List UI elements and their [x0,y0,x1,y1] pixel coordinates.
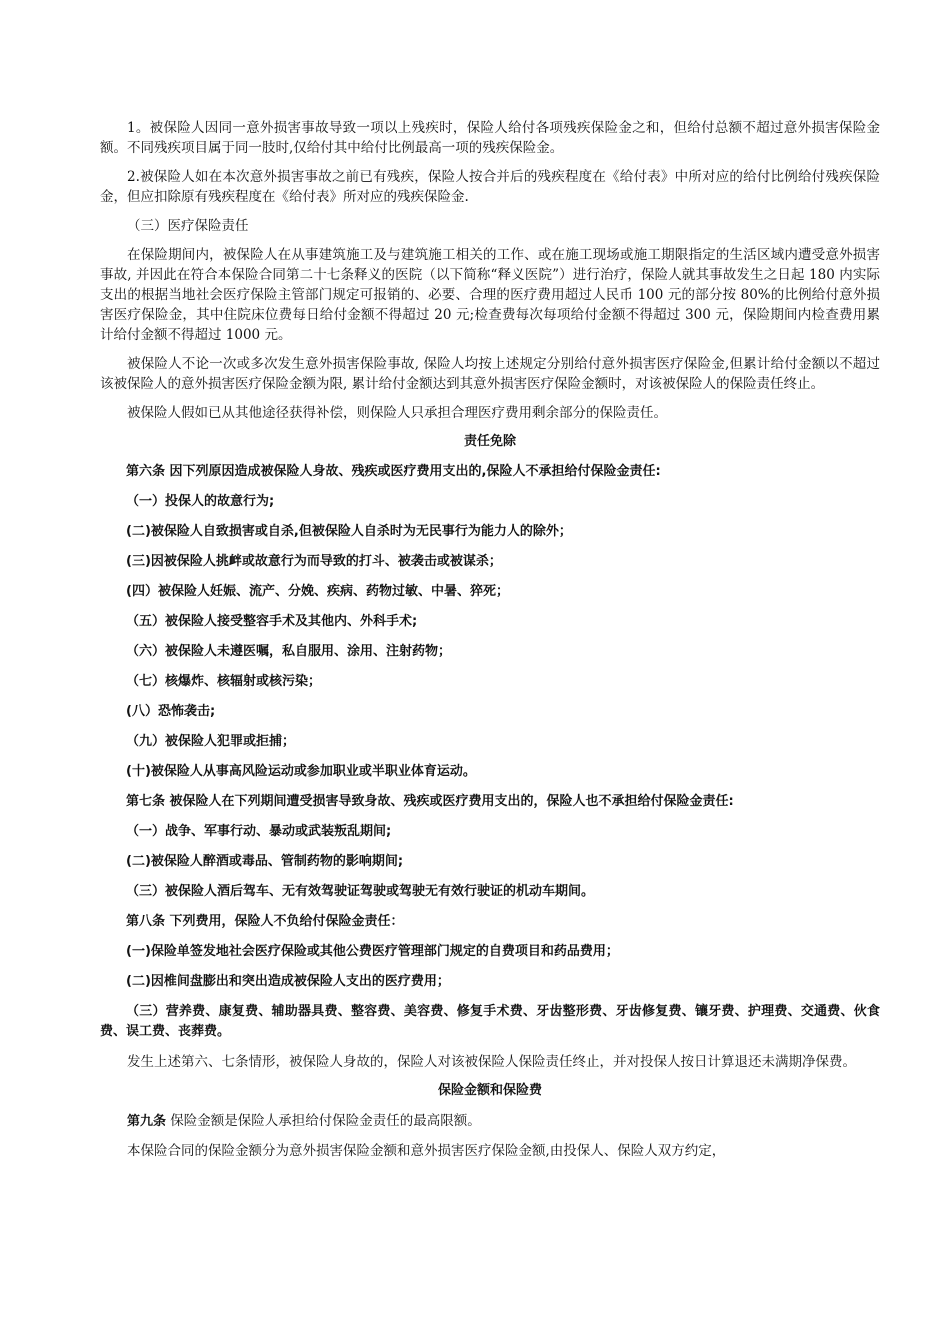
article-6: 第六条 因下列原因造成被保险人身故、残疾或医疗费用支出的,保险人不承担给付保险金责任: [126,464,661,479]
paragraph-medical-compensation: 被保险人假如已从其他途径获得补偿，则保险人只承担合理医疗费用剩余部分的保险责任。 [127,405,667,421]
article-6-item: (四）被保险人妊娠、流产、分娩、疾病、药物过敏、中暑、猝死； [126,584,509,599]
paragraph-disability-preexisting: 2.被保险人如在本次意外损害事故之前已有残疾，保险人按合并后的残疾程度在《给付表》中所对应的给付比例给付残疾保险金，但应扣除原有残疾程度在《给付表》所对应的残疾保险金. [100,169,880,205]
paragraph-after-exclusions: 发生上述第六、七条情形，被保险人身故的，保险人对该被保险人保险责任终止，并对投保人按日计算退还未满期净保费。 [127,1054,856,1070]
article-7: 第七条 被保险人在下列期间遭受损害导致身故、残疾或医疗费用支出的，保险人也不承担给付保险金责任: [126,794,734,809]
article-7-item: （一）战争、军事行动、暴动或武装叛乱期间; [126,824,392,839]
paragraph-disability-multiple: 1。被保险人因同一意外损害事故导致一项以上残疾时，保险人给付各项残疾保险金之和，但给付总额不超过意外损害保险金额。不同残疾项目属于同一肢时,仅给付其中给付比例最高一项的残疾保险金。 [100,120,880,156]
section-title-exclusions: 责任免除 [463,434,516,449]
article-8-item: (二)因椎间盘膨出和突出造成被保险人支出的医疗费用； [126,974,450,989]
section-title-amount: 保险金额和保险费 [437,1083,542,1098]
paragraph-amount-types: 本保险合同的保险金额分为意外损害保险金额和意外损害医疗保险金额,由投保人、保险人双方约定， [127,1143,726,1159]
article-6-item: （六）被保险人未遵医嘱，私自服用、涂用、注射药物； [126,644,452,659]
article-9 [100,1111,880,1132]
paragraph-medical-coverage: 在保险期间内，被保险人在从事建筑施工及与建筑施工相关的工作、或在施工现场或施工期限指定的生活区域内遭受意外损害事故, 并因此在符合本保险合同第二十七条释义的医院（以下简称“释义医院”）进行治疗，保险人就其事故发生之日起 180 内实际支出的根据当地社会医疗保险主管部门规定可报销的、必要、合理的医疗费用超过人民币 100 元的部分按 80%的比例给付意外损害医疗保险金，其中住院床位费每日给付金额不得超过 20 元;检查费每次每项给付金额不得超过 300 元，保险期间内检查费用累计给付金额不得超过 1000 元。 [100,247,880,343]
article-6-item: （五）被保险人接受整容手术及其他内、外科手术; [126,614,418,629]
article-6-item: （七）核爆炸、核辐射或核污染； [126,674,322,689]
article-6-item: （九）被保险人犯罪或拒捕； [126,734,296,749]
article-6-item: (二)被保险人自致损害或自杀,但被保险人自杀时为无民事行为能力人的除外； [126,524,572,539]
article-6-item: (八）恐怖袭击; [126,704,216,719]
article-9-label: 第九条 [127,1114,167,1129]
article-7-item: （三）被保险人酒后驾车、无有效驾驶证驾驶或驾驶无有效行驶证的机动车期间。 [126,884,595,899]
article-6-item: （一）投保人的故意行为; [126,494,275,509]
heading-medical-liability: （三）医疗保险责任 [127,218,249,234]
article-6-item: (三)因被保险人挑衅或故意行为而导致的打斗、被袭击或被谋杀； [126,554,502,569]
article-7-item: (二)被保险人醉酒或毒品、管制药物的影响期间; [126,854,404,869]
article-6-item: (十)被保险人从事高风险运动或参加职业或半职业体育运动。 [126,764,476,779]
document-page [100,118,880,1170]
article-9-text: 保险金额是保险人承担给付保险金责任的最高限额。 [166,1113,481,1129]
article-8-item: (一)保险单签发地社会医疗保险或其他公费医疗管理部门规定的自费项目和药品费用； [126,944,619,959]
paragraph-medical-cumulative: 被保险人不论一次或多次发生意外损害保险事故, 保险人均按上述规定分别给付意外损害医疗保险金,但累计给付金额以不超过该被保险人的意外损害医疗保险金额为限, 累计给付金额达到其意外损害医疗保险金额时，对该被保险人的保险责任终止。 [100,356,880,392]
article-8: 第八条 下列费用，保险人不负给付保险金责任： [126,914,404,929]
article-8-item: （三）营养费、康复费、辅助器具费、整容费、美容费、修复手术费、牙齿整形费、牙齿修复费、镶牙费、护理费、交通费、伙食费、误工费、丧葬费。 [100,1004,880,1039]
